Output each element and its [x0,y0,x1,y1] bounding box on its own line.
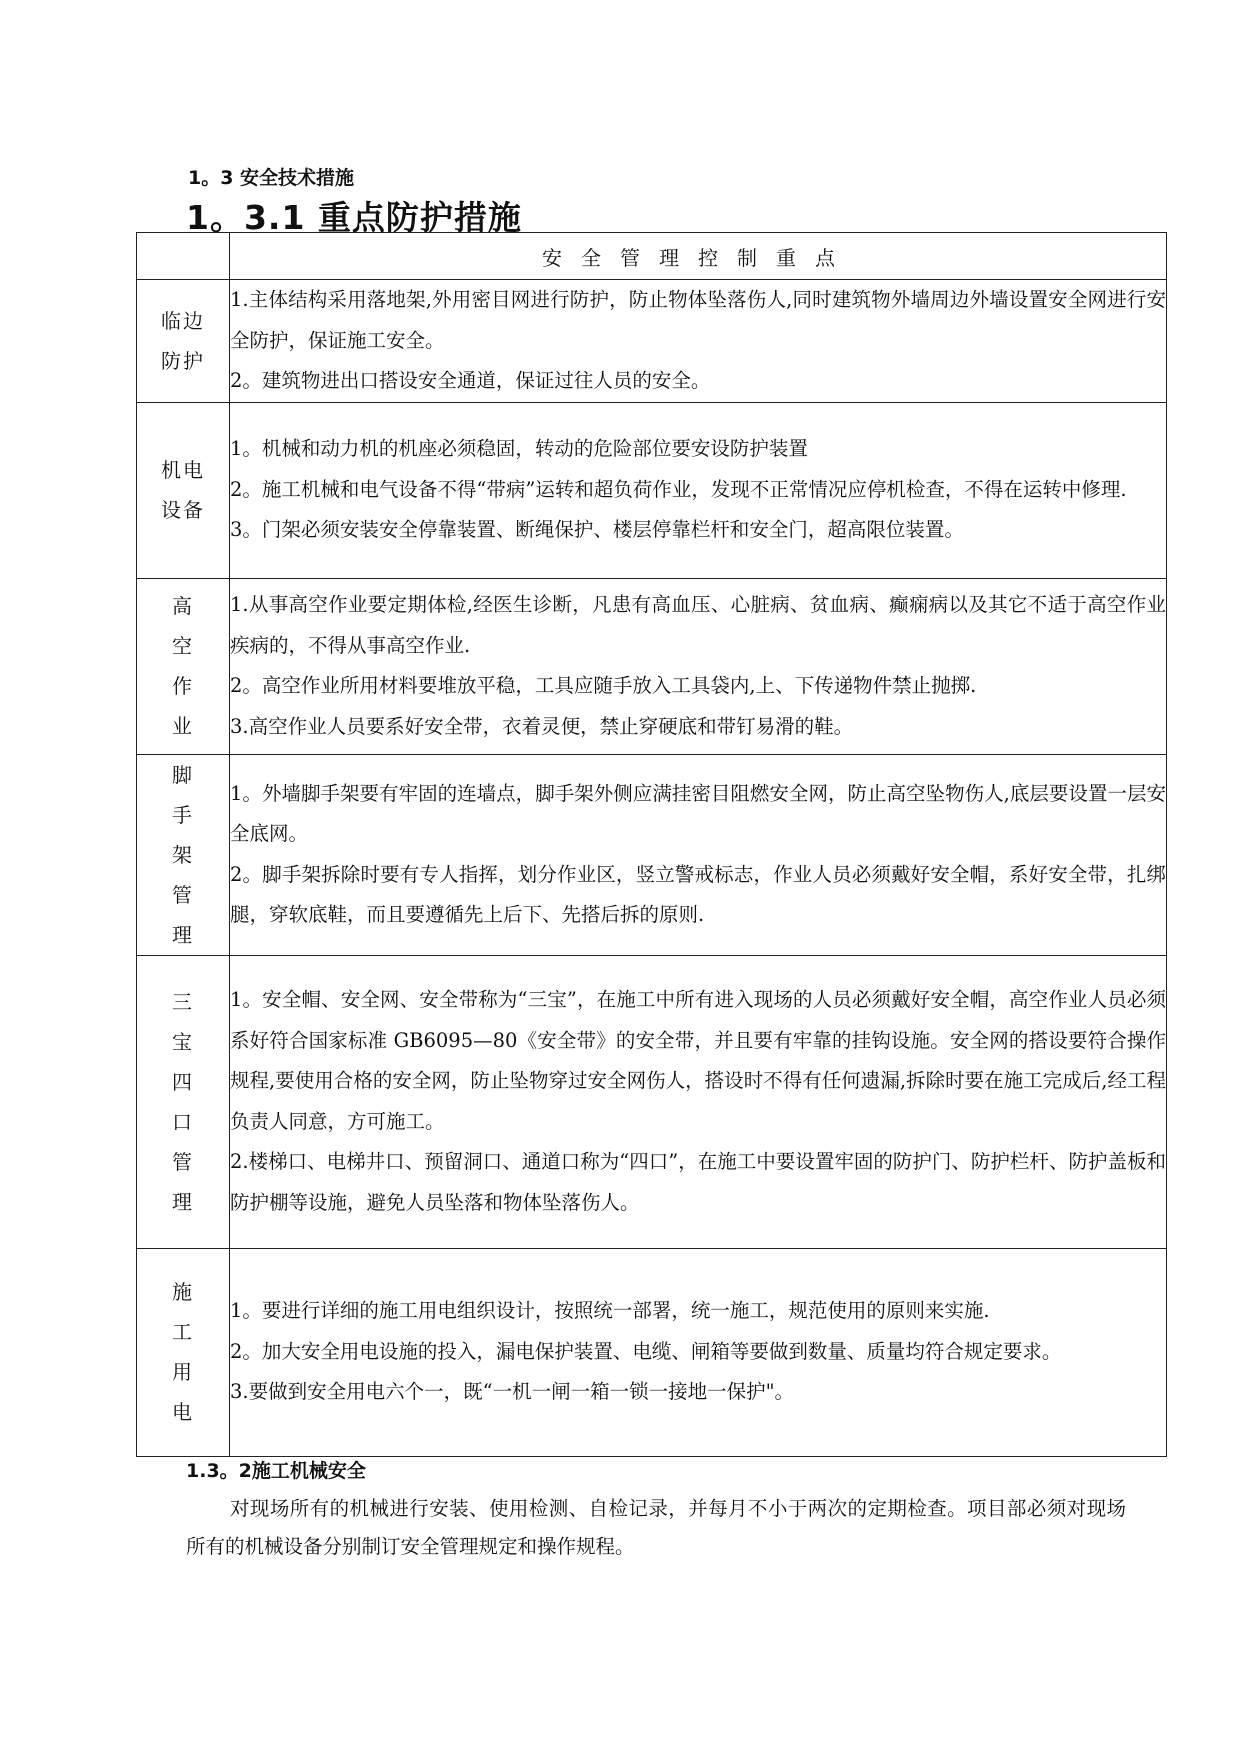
row-category: 脚手架管理 [137,754,230,955]
row-content [230,754,1167,955]
content-line: 3.高空作业人员要系好安全带，衣着灵便，禁止穿硬底和带钉易滑的鞋。 [230,714,854,738]
content-line: 1.从事高空作业要定期体检,经医生诊断，凡患有高血压、心脏病、贫血病、癫痫病以及其它不适于高空作业疾病的，不得从事高空作业. [230,593,1166,657]
content-line: 1。外墙脚手架要有牢固的连墙点，脚手架外侧应满挂密目阻燃安全网，防止高空坠物伤人,底层要设置一层安全底网。 [230,781,1166,845]
table-header-row [137,233,1167,280]
row-content [230,1248,1167,1456]
machinery-safety-heading: 1.3。2施工机械安全 [186,1460,366,1482]
content-line: 1。机械和动力机的机座必须稳固，转动的危险部位要安设防护装置 [230,437,808,461]
row-category: 临边防护 [137,280,230,403]
content-line: 2。高空作业所用材料要堆放平稳，工具应随手放入工具袋内,上、下传递物件禁止抛掷. [230,674,977,697]
content-line: 1.主体结构采用落地架,外用密目网进行防护，防止物体坠落伤人,同时建筑物外墙周边外墙设置安全网进行安全防护，保证施工安全。 [230,288,1166,352]
content-line: 3.要做到安全用电六个一，既“一机一闸一箱一锁一接地一保护"。 [230,1380,795,1404]
content-line: 2。脚手架拆除时要有专人指挥，划分作业区，竖立警戒标志，作业人员必须戴好安全帽，系好安全带，扎绑腿，穿软底鞋，而且要遵循先上后下、先搭后拆的原则. [230,862,1166,926]
content-line: 2.楼梯口、电梯井口、预留洞口、通道口称为“四口”，在施工中要设置牢固的防护门、防护栏杆、防护盖板和防护棚等设施，避免人员坠落和物体坠落伤人。 [230,1150,1166,1214]
table-row [137,578,1167,754]
table-row [137,280,1167,403]
subsection-heading: 1。3.1 重点防护措施 [186,198,522,237]
row-category: 机电设备 [137,402,230,578]
table-row [137,754,1167,955]
safety-measures-table [136,232,1167,1457]
table-row [137,955,1167,1248]
table-row [137,1248,1167,1456]
content-line: 2。建筑物进出口搭设安全通道，保证过往人员的安全。 [230,369,711,392]
content-line: 3。门架必须安装安全停靠装置、断绳保护、楼层停靠栏杆和安全门，超高限位装置。 [230,518,964,542]
content-line: 2。施工机械和电气设备不得“带病”运转和超负荷作业，发现不正常情况应停机检查，不得在运转中修理. [230,477,1127,501]
row-content [230,402,1167,578]
content-line: 1。安全帽、安全网、安全带称为“三宝”，在施工中所有进入现场的人员必须戴好安全帽，高空作业人员必须系好符合国家标准 GB6095—80《安全带》的安全带，并且要有牢靠的挂钩设施。安全网的搭设要符合操作规程,要使用合格的安全网，防止坠物穿过安全网伤人，搭设时不得有任何遗漏,拆除时要在施工完成后,经工程负责人同意，方可施工。 [230,988,1166,1133]
row-content [230,578,1167,754]
section-heading: 1。3 安全技术措施 [188,167,355,189]
machinery-safety-paragraph: 对现场所有的机械进行安装、使用检测、自检记录，并每月不小于两次的定期检查。项目部必须对现场所有的机械设备分别制订安全管理规定和操作规程。 [186,1497,1126,1558]
row-category: 高空作业 [137,578,230,754]
content-line: 2。加大安全用电设施的投入，漏电保护装置、电缆、闸箱等要做到数量、质量均符合规定要求。 [230,1339,1062,1363]
row-content [230,280,1167,403]
row-category: 施工用电 [137,1248,230,1456]
header-blank-cell [137,233,230,280]
row-category: 三宝四口管理 [137,955,230,1248]
content-line: 1。要进行详细的施工用电组织设计，按照统一部署，统一施工，规范使用的原则来实施. [230,1299,990,1323]
header-title-cell: 安全管理控制重点 [230,233,1167,280]
table-row [137,402,1167,578]
row-content [230,955,1167,1248]
